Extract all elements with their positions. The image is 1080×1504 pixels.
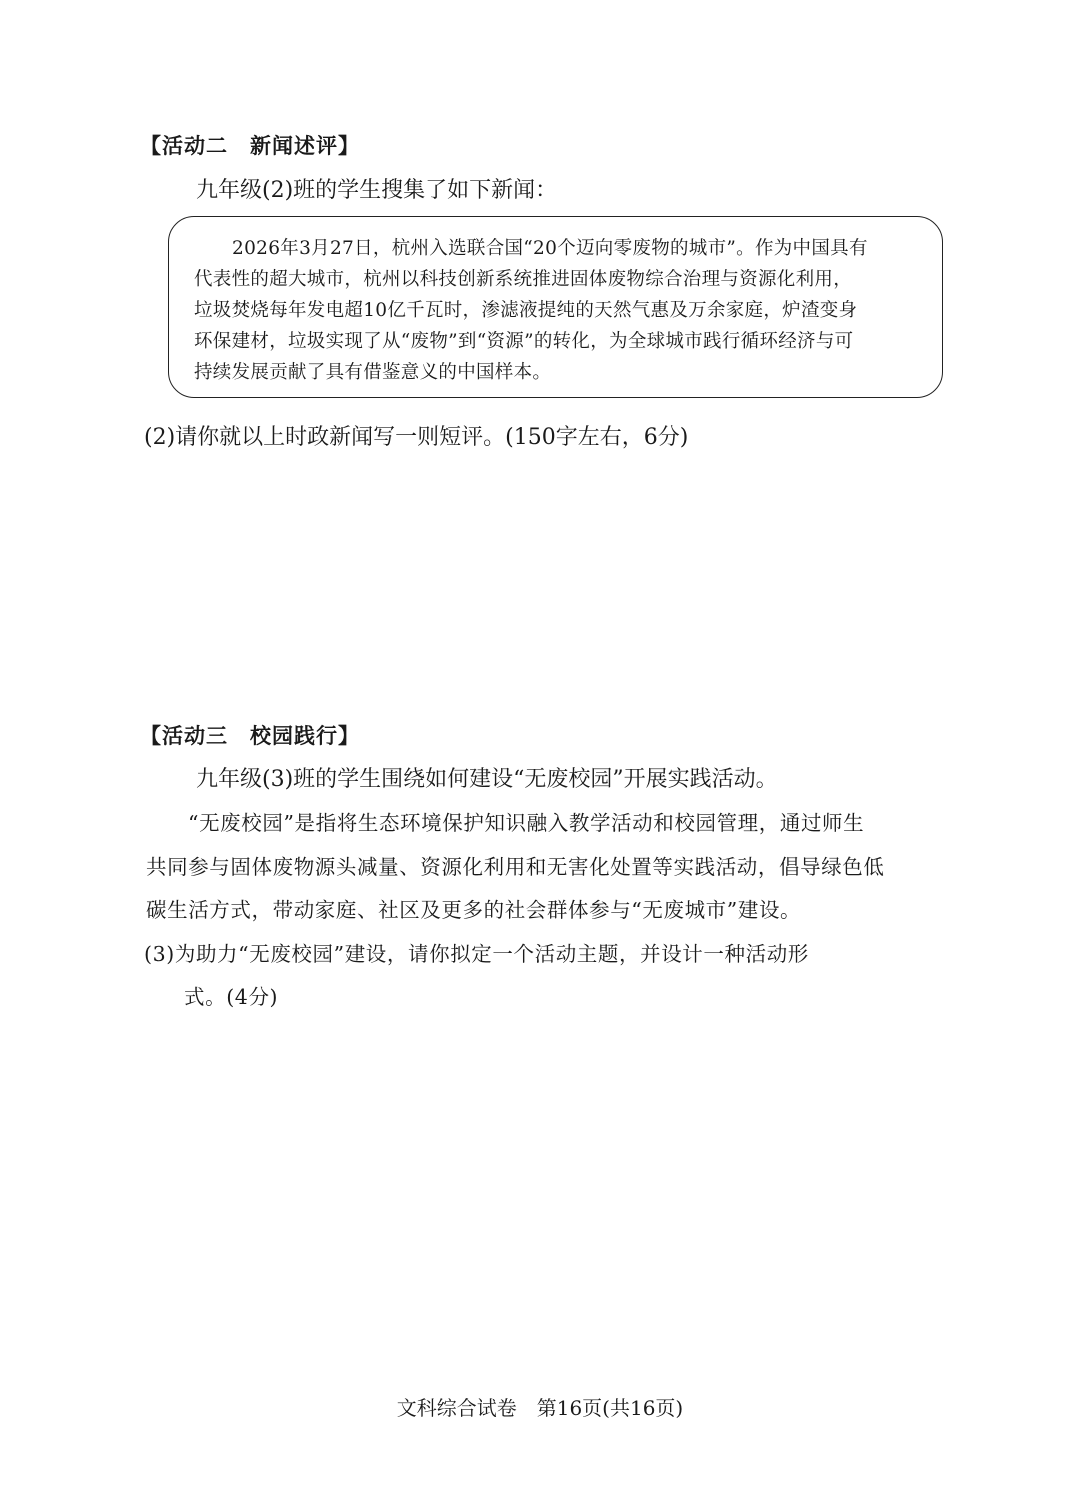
activity3-heading: 【活动三 校园践行】 xyxy=(140,724,360,748)
activity2-heading: 【活动二 新闻述评】 xyxy=(140,134,360,158)
news-line: 代表性的超大城市，杭州以科技创新系统推进固体废物综合治理与资源化利用， xyxy=(194,269,853,290)
news-line: 环保建材，垃圾实现了从“废物”到“资源”的转化，为全球城市践行循环经济与可 xyxy=(194,331,854,352)
news-line: 垃圾焚烧每年发电超10亿千瓦时，渗滤液提纯的天然气惠及万余家庭，炉渣变身 xyxy=(194,300,858,321)
activity3-paragraph-line: 共同参与固体废物源头减量、资源化利用和无害化处置等实践活动，倡导绿色低 xyxy=(146,855,885,879)
activity3-question-line1: (3)为助力“无废校园”建设，请你拟定一个活动主题，并设计一种活动形 xyxy=(144,942,809,966)
news-line: 2026年3月27日，杭州入选联合国“20个迈向零废物的城市”。作为中国具有 xyxy=(232,238,868,259)
activity2-question: (2)请你就以上时政新闻写一则短评。(150字左右，6分) xyxy=(144,425,689,450)
activity3-question-line2: 式。(4分) xyxy=(184,985,279,1009)
page-footer: 文科综合试卷 第16页(共16页) xyxy=(396,1396,684,1420)
activity3-paragraph-line: “无废校园”是指将生态环境保护知识融入教学活动和校园管理，通过师生 xyxy=(188,811,865,835)
activity3-paragraph-line: 碳生活方式，带动家庭、社区及更多的社会群体参与“无废城市”建设。 xyxy=(146,898,802,922)
activity3-intro: 九年级(3)班的学生围绕如何建设“无废校园”开展实践活动。 xyxy=(196,767,778,792)
activity2-intro: 九年级(2)班的学生搜集了如下新闻： xyxy=(196,178,558,203)
news-line: 持续发展贡献了具有借鉴意义的中国样本。 xyxy=(194,362,552,383)
